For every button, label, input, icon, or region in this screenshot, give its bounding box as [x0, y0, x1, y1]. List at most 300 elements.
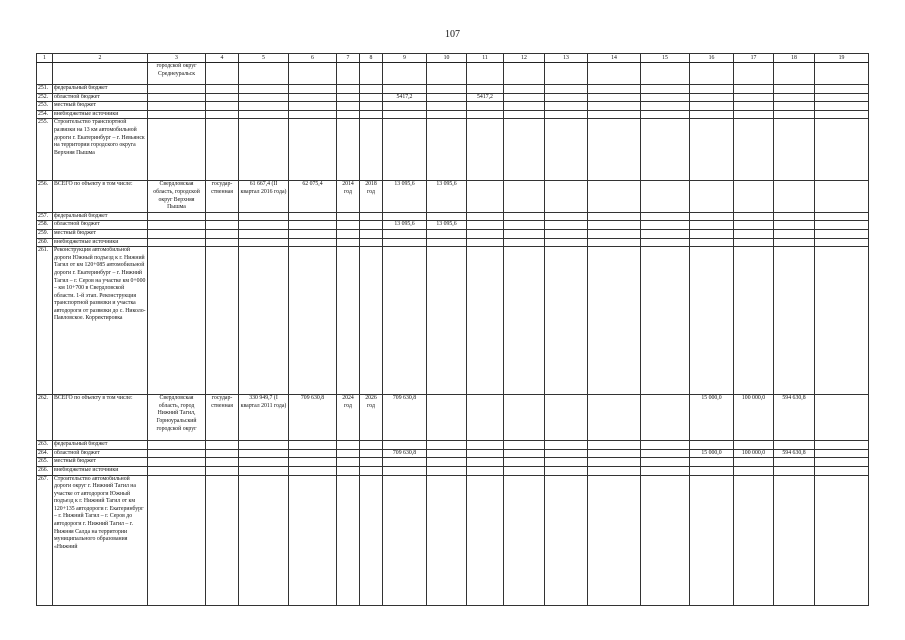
- column-number: 8: [360, 54, 383, 63]
- table-cell: [239, 102, 289, 111]
- table-cell: [206, 63, 239, 85]
- table-cell: [734, 466, 774, 475]
- table-cell: [206, 221, 239, 230]
- table-row: [37, 102, 869, 111]
- table-cell: [383, 63, 427, 85]
- table-cell: [545, 110, 588, 119]
- investment-objects-table: [36, 53, 869, 606]
- table-cell: [690, 85, 734, 94]
- table-cell: 709 630,8: [383, 449, 427, 458]
- table-cell: [337, 247, 360, 395]
- table-cell: [148, 449, 206, 458]
- table-cell: [815, 212, 869, 221]
- table-cell: [206, 93, 239, 102]
- table-cell: [383, 441, 427, 450]
- table-cell: [588, 63, 641, 85]
- table-cell: [239, 229, 289, 238]
- table-cell: городской округ Среднеуральск: [148, 63, 206, 85]
- table-cell: [206, 212, 239, 221]
- table-cell: [337, 119, 360, 181]
- table-cell: [239, 93, 289, 102]
- table-cell: [545, 229, 588, 238]
- table-cell: 594 630,8: [774, 395, 815, 441]
- column-number: 1: [37, 54, 53, 63]
- table-cell: [815, 475, 869, 605]
- table-cell: [206, 466, 239, 475]
- table-cell: [690, 63, 734, 85]
- table-cell: [427, 441, 467, 450]
- table-cell: [734, 85, 774, 94]
- table-row: [37, 458, 869, 467]
- table-cell: 13 095,6: [427, 181, 467, 212]
- table-cell: [383, 475, 427, 605]
- table-cell: [427, 475, 467, 605]
- table-row: [37, 229, 869, 238]
- table-cell: [467, 449, 504, 458]
- table-cell: [588, 93, 641, 102]
- table-cell: [148, 119, 206, 181]
- table-cell: [206, 458, 239, 467]
- table-row: [37, 110, 869, 119]
- table-cell: ВСЕГО по объекту в том числе:: [53, 395, 148, 441]
- table-cell: [588, 238, 641, 247]
- table-cell: [690, 93, 734, 102]
- table-cell: [545, 449, 588, 458]
- table-cell: федеральный бюджет: [53, 212, 148, 221]
- table-cell: [337, 93, 360, 102]
- column-number: 18: [774, 54, 815, 63]
- table-cell: [588, 181, 641, 212]
- table-cell: [641, 466, 690, 475]
- table-cell: [337, 212, 360, 221]
- table-cell: [148, 475, 206, 605]
- table-cell: [148, 238, 206, 247]
- table-row: [37, 247, 869, 395]
- table-cell: [641, 102, 690, 111]
- table-cell: [206, 247, 239, 395]
- table-cell: [427, 466, 467, 475]
- table-cell: 100 000,0: [734, 449, 774, 458]
- table-cell: [504, 449, 545, 458]
- table-cell: [545, 441, 588, 450]
- table-cell: [641, 229, 690, 238]
- table-cell: федеральный бюджет: [53, 85, 148, 94]
- table-cell: [289, 110, 337, 119]
- table-cell: [467, 466, 504, 475]
- table-cell: 13 095,6: [383, 181, 427, 212]
- table-cell: [427, 238, 467, 247]
- table-cell: [641, 119, 690, 181]
- column-number: 3: [148, 54, 206, 63]
- table-cell: [815, 119, 869, 181]
- table-cell: [239, 212, 289, 221]
- table-cell: [815, 247, 869, 395]
- table-cell: [504, 441, 545, 450]
- table-row: [37, 119, 869, 181]
- table-cell: [641, 221, 690, 230]
- column-number: 11: [467, 54, 504, 63]
- table-cell: Строительство автомобильной дороги округ г. Нижний Тагил на участке от автодороги Южный подъезд к г. Нижний Тагил от км 120+135 автодороги г. Екатеринбург – г. Нижний Тагил – г. Серов до автодороги г. Нижний Тагил – г. Нижняя Салда на территории муниципального образования «Нижний: [53, 475, 148, 605]
- table-cell: [239, 119, 289, 181]
- table-cell: [148, 466, 206, 475]
- table-cell: [504, 458, 545, 467]
- table-cell: [690, 212, 734, 221]
- table-cell: [690, 181, 734, 212]
- table-cell: [734, 221, 774, 230]
- table-cell: [467, 102, 504, 111]
- table-cell: [815, 181, 869, 212]
- table-cell: [504, 85, 545, 94]
- table-cell: [467, 247, 504, 395]
- table-cell: [239, 458, 289, 467]
- table-cell: [467, 475, 504, 605]
- table-cell: [774, 181, 815, 212]
- table-cell: [239, 110, 289, 119]
- table-cell: [383, 238, 427, 247]
- table-cell: федеральный бюджет: [53, 441, 148, 450]
- table-cell: [289, 238, 337, 247]
- table-cell: [239, 449, 289, 458]
- table-cell: [815, 238, 869, 247]
- table-cell: 267.: [37, 475, 53, 605]
- table-cell: [588, 441, 641, 450]
- table-cell: [148, 212, 206, 221]
- table-cell: [774, 212, 815, 221]
- table-cell: [289, 63, 337, 85]
- table-cell: [383, 212, 427, 221]
- table-cell: 265.: [37, 458, 53, 467]
- table-cell: 261.: [37, 247, 53, 395]
- table-cell: [206, 238, 239, 247]
- table-cell: [467, 110, 504, 119]
- table-cell: [641, 212, 690, 221]
- table-row: [37, 466, 869, 475]
- table-cell: [360, 85, 383, 94]
- table-cell: [815, 110, 869, 119]
- table-cell: [588, 475, 641, 605]
- table-cell: [690, 110, 734, 119]
- table-cell: [734, 238, 774, 247]
- table-cell: [734, 102, 774, 111]
- table-cell: [588, 85, 641, 94]
- table-cell: [360, 63, 383, 85]
- table-cell: [383, 458, 427, 467]
- table-cell: [641, 475, 690, 605]
- table-cell: [289, 458, 337, 467]
- table-cell: Реконструкция автомобильной дороги Южный подъезд к г. Нижний Тагил от км 120+085 автомобильной дороги г. Екатеринбург – г. Нижний Тагил – г. Серов на участке км 0+000 – км 10+700 в Свердловской области. 1-й этап. Реконструкция транспортной развязки и участка автодороги от развязки до с. Николо-Павловское. Корректировка: [53, 247, 148, 395]
- table-cell: [37, 63, 53, 85]
- table-cell: [148, 221, 206, 230]
- table-cell: [467, 221, 504, 230]
- table-cell: [815, 466, 869, 475]
- table-cell: 255.: [37, 119, 53, 181]
- table-cell: [337, 85, 360, 94]
- table-cell: [289, 449, 337, 458]
- table-cell: [239, 466, 289, 475]
- table-cell: [148, 110, 206, 119]
- table-cell: [504, 247, 545, 395]
- table-cell: [690, 475, 734, 605]
- table-cell: 5417,2: [467, 93, 504, 102]
- table-cell: внебюджетные источники: [53, 110, 148, 119]
- table-cell: [588, 395, 641, 441]
- table-cell: [360, 221, 383, 230]
- table-cell: [427, 395, 467, 441]
- table-cell: [239, 221, 289, 230]
- table-cell: [427, 85, 467, 94]
- table-cell: [206, 229, 239, 238]
- table-cell: [504, 181, 545, 212]
- table-cell: [289, 85, 337, 94]
- table-cell: [206, 441, 239, 450]
- table-cell: [734, 475, 774, 605]
- table-cell: [427, 63, 467, 85]
- table-cell: 15 000,0: [690, 395, 734, 441]
- table-cell: [360, 110, 383, 119]
- table-cell: ВСЕГО по объекту в том числе:: [53, 181, 148, 212]
- column-number: 4: [206, 54, 239, 63]
- table-cell: Строительство транспортной развязки на 13 км автомобильной дороги г. Екатеринбург – г. Невьянск на территории городского округа Верхняя Пышма: [53, 119, 148, 181]
- table-cell: [360, 449, 383, 458]
- table-cell: 256.: [37, 181, 53, 212]
- table-cell: [815, 449, 869, 458]
- table-cell: 253.: [37, 102, 53, 111]
- table-cell: [545, 458, 588, 467]
- table-cell: [815, 85, 869, 94]
- table-cell: 262.: [37, 395, 53, 441]
- table-cell: [641, 238, 690, 247]
- table-cell: [337, 466, 360, 475]
- table-cell: [504, 475, 545, 605]
- table-cell: [360, 238, 383, 247]
- table-cell: 15 000,0: [690, 449, 734, 458]
- table-cell: [815, 458, 869, 467]
- table-cell: [774, 238, 815, 247]
- table-cell: [206, 475, 239, 605]
- table-cell: [734, 63, 774, 85]
- table-cell: [504, 110, 545, 119]
- table-cell: Свердловская область, городской округ Верхняя Пышма: [148, 181, 206, 212]
- table-row: [37, 181, 869, 212]
- table-cell: [148, 93, 206, 102]
- table-cell: [545, 395, 588, 441]
- table-cell: [289, 102, 337, 111]
- column-number: 16: [690, 54, 734, 63]
- table-cell: [337, 449, 360, 458]
- table-cell: [815, 395, 869, 441]
- table-cell: [289, 221, 337, 230]
- column-number: 19: [815, 54, 869, 63]
- table-cell: 263.: [37, 441, 53, 450]
- table-cell: [641, 181, 690, 212]
- table-cell: [360, 441, 383, 450]
- table-cell: [148, 441, 206, 450]
- table-cell: [815, 63, 869, 85]
- table-cell: [289, 119, 337, 181]
- table-cell: [337, 475, 360, 605]
- table-cell: [690, 458, 734, 467]
- table-cell: 266.: [37, 466, 53, 475]
- table-cell: 260.: [37, 238, 53, 247]
- table-cell: [641, 247, 690, 395]
- table-cell: [690, 247, 734, 395]
- table-cell: [467, 212, 504, 221]
- table-cell: [239, 238, 289, 247]
- table-cell: местный бюджет: [53, 458, 148, 467]
- table-cell: [148, 458, 206, 467]
- table-cell: 257.: [37, 212, 53, 221]
- table-cell: [467, 85, 504, 94]
- table-row: [37, 93, 869, 102]
- table-cell: [360, 119, 383, 181]
- table-cell: [239, 441, 289, 450]
- table-cell: [337, 238, 360, 247]
- column-number: 12: [504, 54, 545, 63]
- table-cell: [815, 441, 869, 450]
- table-cell: 2018 год: [360, 181, 383, 212]
- table-cell: [545, 212, 588, 221]
- table-cell: областной бюджет: [53, 449, 148, 458]
- table-cell: [467, 458, 504, 467]
- column-number: 2: [53, 54, 148, 63]
- table-cell: [467, 63, 504, 85]
- table-cell: государ-ственная: [206, 395, 239, 441]
- table-cell: [734, 119, 774, 181]
- table-cell: [641, 395, 690, 441]
- table-cell: [504, 395, 545, 441]
- table-cell: [337, 102, 360, 111]
- table-cell: [641, 449, 690, 458]
- table-row: [37, 475, 869, 605]
- table-cell: [815, 229, 869, 238]
- table-cell: [545, 475, 588, 605]
- table-body: [37, 63, 869, 606]
- table-cell: [588, 212, 641, 221]
- table-cell: [588, 466, 641, 475]
- table-cell: [504, 102, 545, 111]
- table-row: [37, 441, 869, 450]
- table-cell: [427, 119, 467, 181]
- table-cell: [467, 229, 504, 238]
- column-number: 14: [588, 54, 641, 63]
- table-cell: 100 000,0: [734, 395, 774, 441]
- table-cell: [545, 221, 588, 230]
- table-cell: [774, 458, 815, 467]
- table-cell: государ-ственная: [206, 181, 239, 212]
- table-cell: [289, 229, 337, 238]
- table-cell: [504, 229, 545, 238]
- table-cell: 252.: [37, 93, 53, 102]
- table-cell: [734, 458, 774, 467]
- table-cell: [504, 466, 545, 475]
- table-cell: [383, 466, 427, 475]
- table-cell: [734, 212, 774, 221]
- table-cell: 62 075,4: [289, 181, 337, 212]
- table-row: [37, 238, 869, 247]
- table-cell: [774, 85, 815, 94]
- column-number: 15: [641, 54, 690, 63]
- table-cell: [427, 247, 467, 395]
- table-cell: [588, 229, 641, 238]
- table-cell: [383, 229, 427, 238]
- table-cell: внебюджетные источники: [53, 466, 148, 475]
- table-cell: 709 630,8: [383, 395, 427, 441]
- table-cell: [148, 247, 206, 395]
- table-cell: [690, 466, 734, 475]
- table-cell: [815, 221, 869, 230]
- table-cell: [690, 102, 734, 111]
- table-cell: [53, 63, 148, 85]
- table-cell: 254.: [37, 110, 53, 119]
- table-cell: [360, 212, 383, 221]
- table-cell: [148, 229, 206, 238]
- table-cell: [427, 93, 467, 102]
- table-cell: [774, 221, 815, 230]
- column-number: 7: [337, 54, 360, 63]
- table-cell: [504, 119, 545, 181]
- table-cell: [289, 475, 337, 605]
- table-cell: [545, 102, 588, 111]
- table-cell: [337, 229, 360, 238]
- table-cell: [337, 110, 360, 119]
- table-cell: [774, 475, 815, 605]
- table-cell: [545, 181, 588, 212]
- table-cell: [690, 441, 734, 450]
- table-cell: [289, 466, 337, 475]
- table-cell: [734, 110, 774, 119]
- table-cell: [774, 229, 815, 238]
- table-cell: [360, 466, 383, 475]
- table-cell: [774, 102, 815, 111]
- table-cell: [383, 119, 427, 181]
- table-cell: 2026 год: [360, 395, 383, 441]
- table-cell: 61 667,4 (II квартал 2016 года): [239, 181, 289, 212]
- table-cell: [774, 441, 815, 450]
- table-cell: [337, 63, 360, 85]
- table-cell: [774, 110, 815, 119]
- table-cell: [641, 93, 690, 102]
- table-cell: [239, 63, 289, 85]
- table-cell: местный бюджет: [53, 102, 148, 111]
- table-cell: [504, 238, 545, 247]
- table-row: [37, 212, 869, 221]
- column-number: 9: [383, 54, 427, 63]
- table-cell: [360, 475, 383, 605]
- column-number: 6: [289, 54, 337, 63]
- table-cell: [206, 119, 239, 181]
- table-cell: [545, 93, 588, 102]
- table-cell: [360, 229, 383, 238]
- column-number: 17: [734, 54, 774, 63]
- table-cell: [545, 247, 588, 395]
- table-cell: [504, 221, 545, 230]
- table-cell: 5417,2: [383, 93, 427, 102]
- table-cell: [734, 181, 774, 212]
- table-cell: [641, 458, 690, 467]
- table-cell: [289, 93, 337, 102]
- table-cell: [206, 102, 239, 111]
- table-cell: [588, 119, 641, 181]
- table-cell: [588, 458, 641, 467]
- table-cell: [148, 85, 206, 94]
- table-cell: [774, 119, 815, 181]
- table-row: [37, 449, 869, 458]
- table-cell: [360, 102, 383, 111]
- table-cell: [588, 102, 641, 111]
- table-cell: [774, 93, 815, 102]
- table-cell: [504, 212, 545, 221]
- table-cell: [690, 119, 734, 181]
